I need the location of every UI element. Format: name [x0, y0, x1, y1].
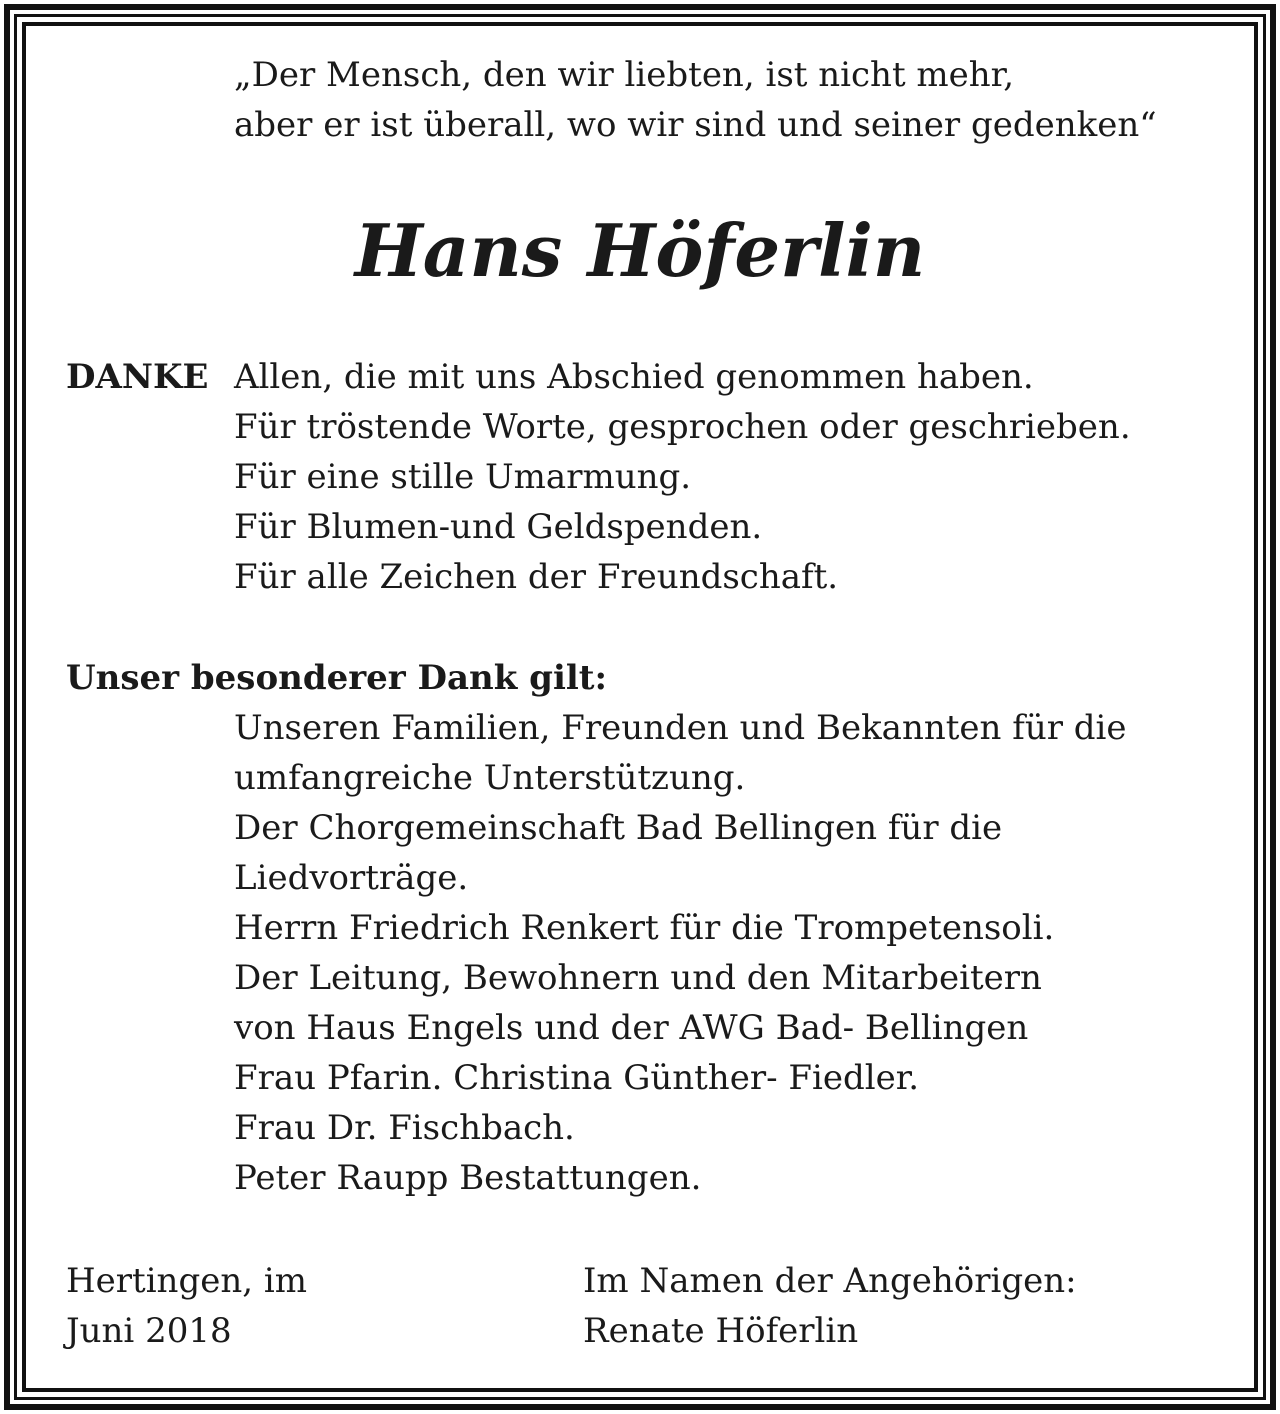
quote-line: aber er ist überall, wo wir sind und seiner gedenken“: [234, 105, 1157, 145]
thanks-line: Für Blumen-und Geldspenden.: [234, 507, 763, 547]
place-line: Hertingen, im: [66, 1261, 307, 1301]
special-thanks-line: Der Chorgemeinschaft Bad Bellingen für die: [234, 808, 1003, 848]
special-thanks-line: Der Leitung, Bewohnern und den Mitarbeitern: [234, 958, 1042, 998]
special-thanks-heading: Unser besonderer Dank gilt:: [66, 658, 608, 698]
special-thanks-line: Liedvorträge.: [234, 858, 469, 898]
special-thanks-line: Frau Pfarin. Christina Günther- Fiedler.: [234, 1058, 920, 1098]
memorial-quote: [234, 50, 1157, 150]
quote-line: „Der Mensch, den wir liebten, ist nicht mehr,: [234, 55, 1015, 95]
signatory-name: Renate Höferlin: [583, 1311, 859, 1351]
special-thanks-line: Herrn Friedrich Renkert für die Trompetensoli.: [234, 908, 1055, 948]
special-thanks-line: Frau Dr. Fischbach.: [234, 1108, 575, 1148]
thanks-list: [234, 352, 1131, 602]
place-and-date: [66, 1256, 307, 1356]
special-thanks-line: von Haus Engels und der AWG Bad- Bellingen: [234, 1008, 1029, 1048]
deceased-name: Hans Höferlin: [354, 208, 926, 293]
thanks-line: Für eine stille Umarmung.: [234, 457, 692, 497]
special-thanks-list: [234, 703, 1127, 1203]
thanks-line: Allen, die mit uns Abschied genommen haben.: [234, 357, 1034, 397]
special-thanks-line: Unseren Familien, Freunden und Bekannten für die: [234, 708, 1127, 748]
signatory-intro: Im Namen der Angehörigen:: [583, 1261, 1077, 1301]
special-thanks-line: Peter Raupp Bestattungen.: [234, 1158, 702, 1198]
date-line: Juni 2018: [66, 1311, 232, 1351]
special-thanks-line: umfangreiche Unterstützung.: [234, 758, 746, 798]
thanks-label: DANKE: [66, 357, 209, 397]
signatory: [583, 1256, 1077, 1356]
thanks-line: Für tröstende Worte, gesprochen oder geschrieben.: [234, 407, 1131, 447]
thanks-line: Für alle Zeichen der Freundschaft.: [234, 557, 839, 597]
